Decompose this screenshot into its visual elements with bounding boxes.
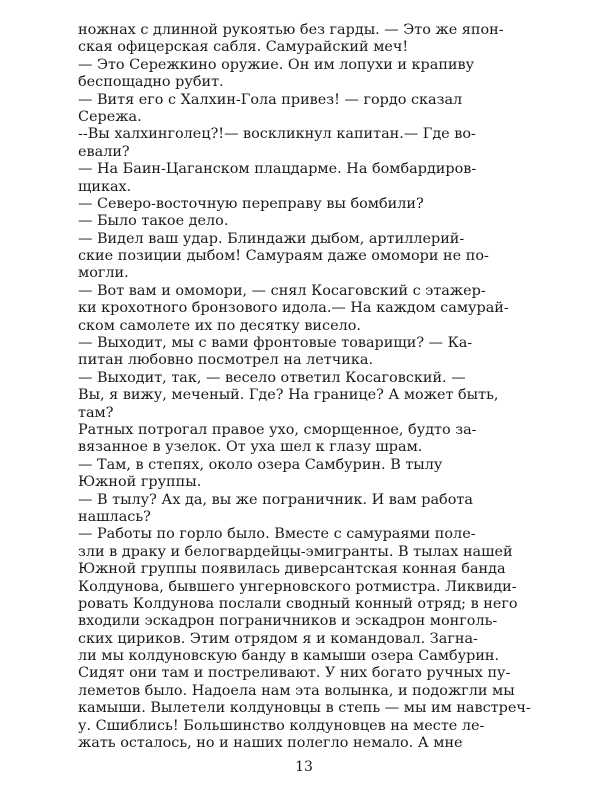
text-line: — Это Сережкино оружие. Он им лопухи и крапиву <box>78 56 475 73</box>
text-line: Ратных потрогал правое ухо, сморщенное, будто за- <box>78 421 477 438</box>
text-line: нашлась? <box>78 508 151 525</box>
text-line: Сережа. <box>78 108 142 125</box>
text-line: — Выходит, мы с вами фронтовые товарищи? — Ка- <box>78 335 473 352</box>
text-line: Колдунова, бывшего унгерновского ротмистра. Ликвиди- <box>78 578 517 595</box>
text-line: — Выходит, так, — весело ответил Косаговский. — <box>78 369 466 386</box>
text-line: зли в драку и белогвардейцы-эмигранты. В тылах нашей <box>78 543 513 560</box>
text-line: щиках. <box>78 178 132 195</box>
text-line: там? <box>78 404 114 421</box>
text-line: могли. <box>78 265 129 282</box>
text-line: --Вы халхинголец?!— воскликнул капитан.— Где во- <box>78 126 476 143</box>
text-line: Сидят они там и постреливают. У них богато ручных пу- <box>78 665 511 682</box>
page-number: 13 <box>295 759 313 775</box>
text-line: Южной группы. <box>78 474 202 491</box>
text-line: — Видел ваш удар. Блиндажи дыбом, артиллерий- <box>78 230 465 247</box>
text-line: ки крохотного бронзового идола.— На каждом самурай- <box>78 300 509 317</box>
text-line: ском самолете их по десятку висело. <box>78 317 361 334</box>
text-line: леметов было. Надоела нам эта волынка, и подожгли мы <box>78 682 515 699</box>
text-line: жать осталось, но и наших полегло немало. А мне <box>78 735 463 752</box>
text-line: ножнах с длинной рукоятью без гарды. — Это же япон- <box>78 22 504 38</box>
text-line: питан любовно посмотрел на летчика. <box>78 352 374 369</box>
text-line: беспощадно рубит. <box>78 74 224 91</box>
text-line: — Витя его с Халхин-Гола привез! — гордо сказал <box>78 91 463 108</box>
text-line: камыши. Вылетели колдуновцы в степь — мы им навстреч- <box>78 700 531 717</box>
text-line: — Работы по горло было. Вместе с самураями поле- <box>78 526 476 543</box>
text-line: ские позиции дыбом! Самураям даже омомори не по- <box>78 248 489 265</box>
text-line: ская офицерская сабля. Самурайский меч! <box>78 39 409 56</box>
text-block <box>78 22 534 762</box>
text-line: Южной группы появилась диверсантская конная банда <box>78 561 506 578</box>
text-line: ровать Колдунова послали сводный конный отряд; в него <box>78 595 518 612</box>
text-line: — Там, в степях, около озера Самбурин. В тылу <box>78 456 443 473</box>
text-line: — В тылу? Ах да, вы же пограничник. И вам работа <box>78 491 473 508</box>
text-line: — Было такое дело. <box>78 213 229 230</box>
text-line: — Северо-восточную переправу вы бомбили? <box>78 195 424 212</box>
text-line: ли мы колдуновскую банду в камыши озера Самбурин. <box>78 648 500 665</box>
text-line: у. Сшиблись! Большинство колдуновцев на месте ле- <box>78 717 485 734</box>
text-line: вязанное в узелок. От уха шел к глазу шрам. <box>78 439 423 456</box>
text-line: ских цириков. Этим отрядом я и командовал. Загна- <box>78 630 478 647</box>
text-line: — Вот вам и омомори, — снял Косаговский с этажер- <box>78 282 486 299</box>
text-line: входили эскадрон пограничников и эскадрон монголь- <box>78 613 498 630</box>
text-line: евали? <box>78 143 130 160</box>
text-line: Вы, я вижу, меченый. Где? На границе? А может быть, <box>78 387 499 404</box>
text-line: — На Баин-Цаганском плацдарме. На бомбардиров- <box>78 161 477 178</box>
